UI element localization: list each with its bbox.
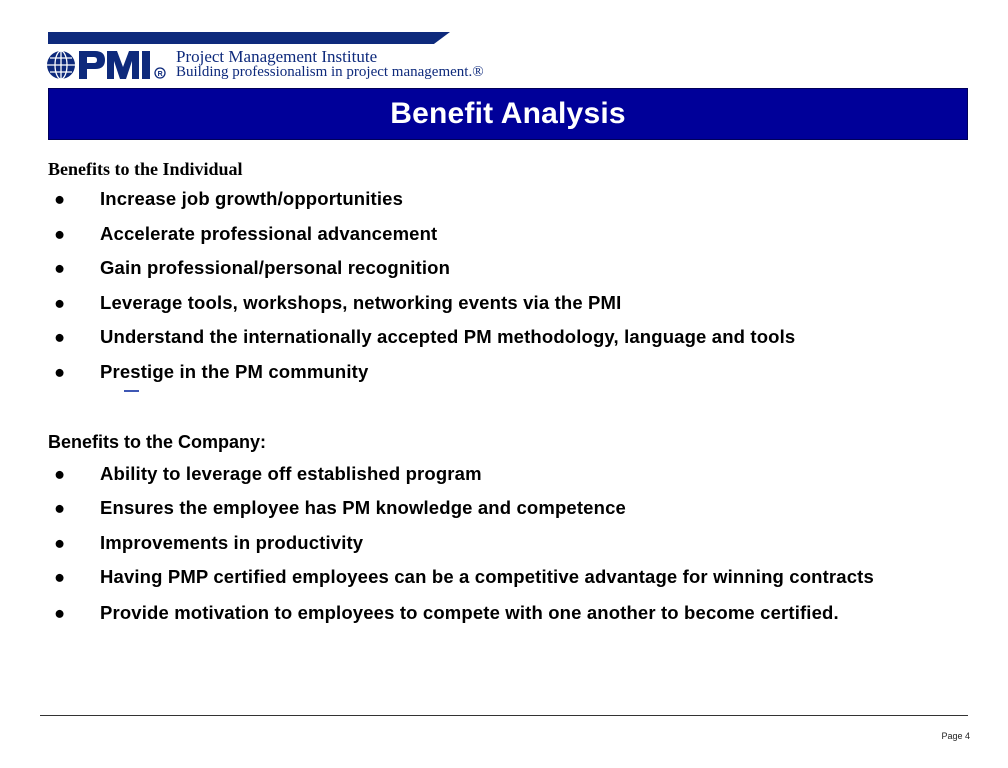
svg-text:R: R — [157, 70, 163, 78]
list-item — [48, 290, 968, 315]
bullet-icon: ● — [54, 222, 66, 244]
list-item — [48, 461, 968, 486]
bullet-icon: ● — [54, 360, 66, 382]
bullet-icon: ● — [54, 531, 66, 553]
footer-divider — [40, 715, 968, 716]
bullet-icon: ● — [54, 257, 66, 279]
org-name: Project Management Institute — [176, 47, 378, 66]
logo-stripe — [48, 32, 450, 44]
letter-p-mark — [79, 51, 105, 79]
slide-title: Benefit Analysis — [390, 97, 626, 130]
list-item — [48, 221, 968, 246]
bullet-icon: ● — [54, 188, 66, 209]
list-item — [48, 186, 968, 211]
list-item-text: Improvements in productivity — [100, 531, 364, 553]
divider-dash — [124, 390, 139, 392]
list-item — [48, 530, 968, 555]
bullet-icon: ● — [54, 326, 66, 348]
list-item-text: Understand the internationally accepted PM methodology, language and tools — [100, 326, 796, 348]
bullet-icon: ● — [54, 291, 66, 313]
list-item-text: Accelerate professional advancement — [100, 222, 438, 244]
org-tagline — [176, 64, 484, 81]
list-item-text: Ensures the employee has PM knowledge and competence — [100, 497, 626, 519]
bullet-icon: ● — [54, 497, 66, 519]
list-item — [48, 255, 968, 280]
bullet-icon: ● — [54, 462, 66, 484]
letter-m-mark — [107, 51, 139, 79]
bullet-icon: ● — [54, 601, 66, 623]
slide-title-bar — [48, 88, 968, 140]
bullet-icon: ● — [54, 566, 66, 588]
individual-benefits-list — [48, 186, 968, 384]
individual-heading: Benefits to the Individual — [48, 159, 243, 179]
registered-mark: ® — [472, 64, 484, 80]
list-item-text: Increase job growth/opportunities — [100, 188, 404, 209]
list-item — [48, 495, 968, 520]
tagline-text: Building professionalism in project management. — [176, 64, 473, 80]
list-item-text: Provide motivation to employees to compete with one another to become certified. — [100, 601, 839, 623]
slide-content — [48, 156, 968, 635]
list-item-text: Having PMP certified employees can be a competitive advantage for winning contracts — [100, 566, 874, 588]
company-heading: Benefits to the Company: — [48, 431, 267, 452]
list-item-text: Prestige in the PM community — [100, 360, 369, 382]
list-item-text: Ability to leverage off established program — [100, 462, 482, 484]
list-item-text: Gain professional/personal recognition — [100, 257, 451, 279]
globe-icon — [47, 51, 75, 79]
list-item-text: Leverage tools, workshops, networking events via the PMI — [100, 291, 622, 313]
list-item — [48, 564, 968, 590]
letter-i-mark — [142, 51, 150, 79]
list-item — [48, 324, 968, 349]
pmi-logo — [47, 49, 167, 81]
company-benefits-list — [48, 461, 968, 625]
list-item — [48, 600, 968, 625]
page-number: Page 4 — [941, 731, 970, 741]
list-item — [48, 359, 968, 384]
